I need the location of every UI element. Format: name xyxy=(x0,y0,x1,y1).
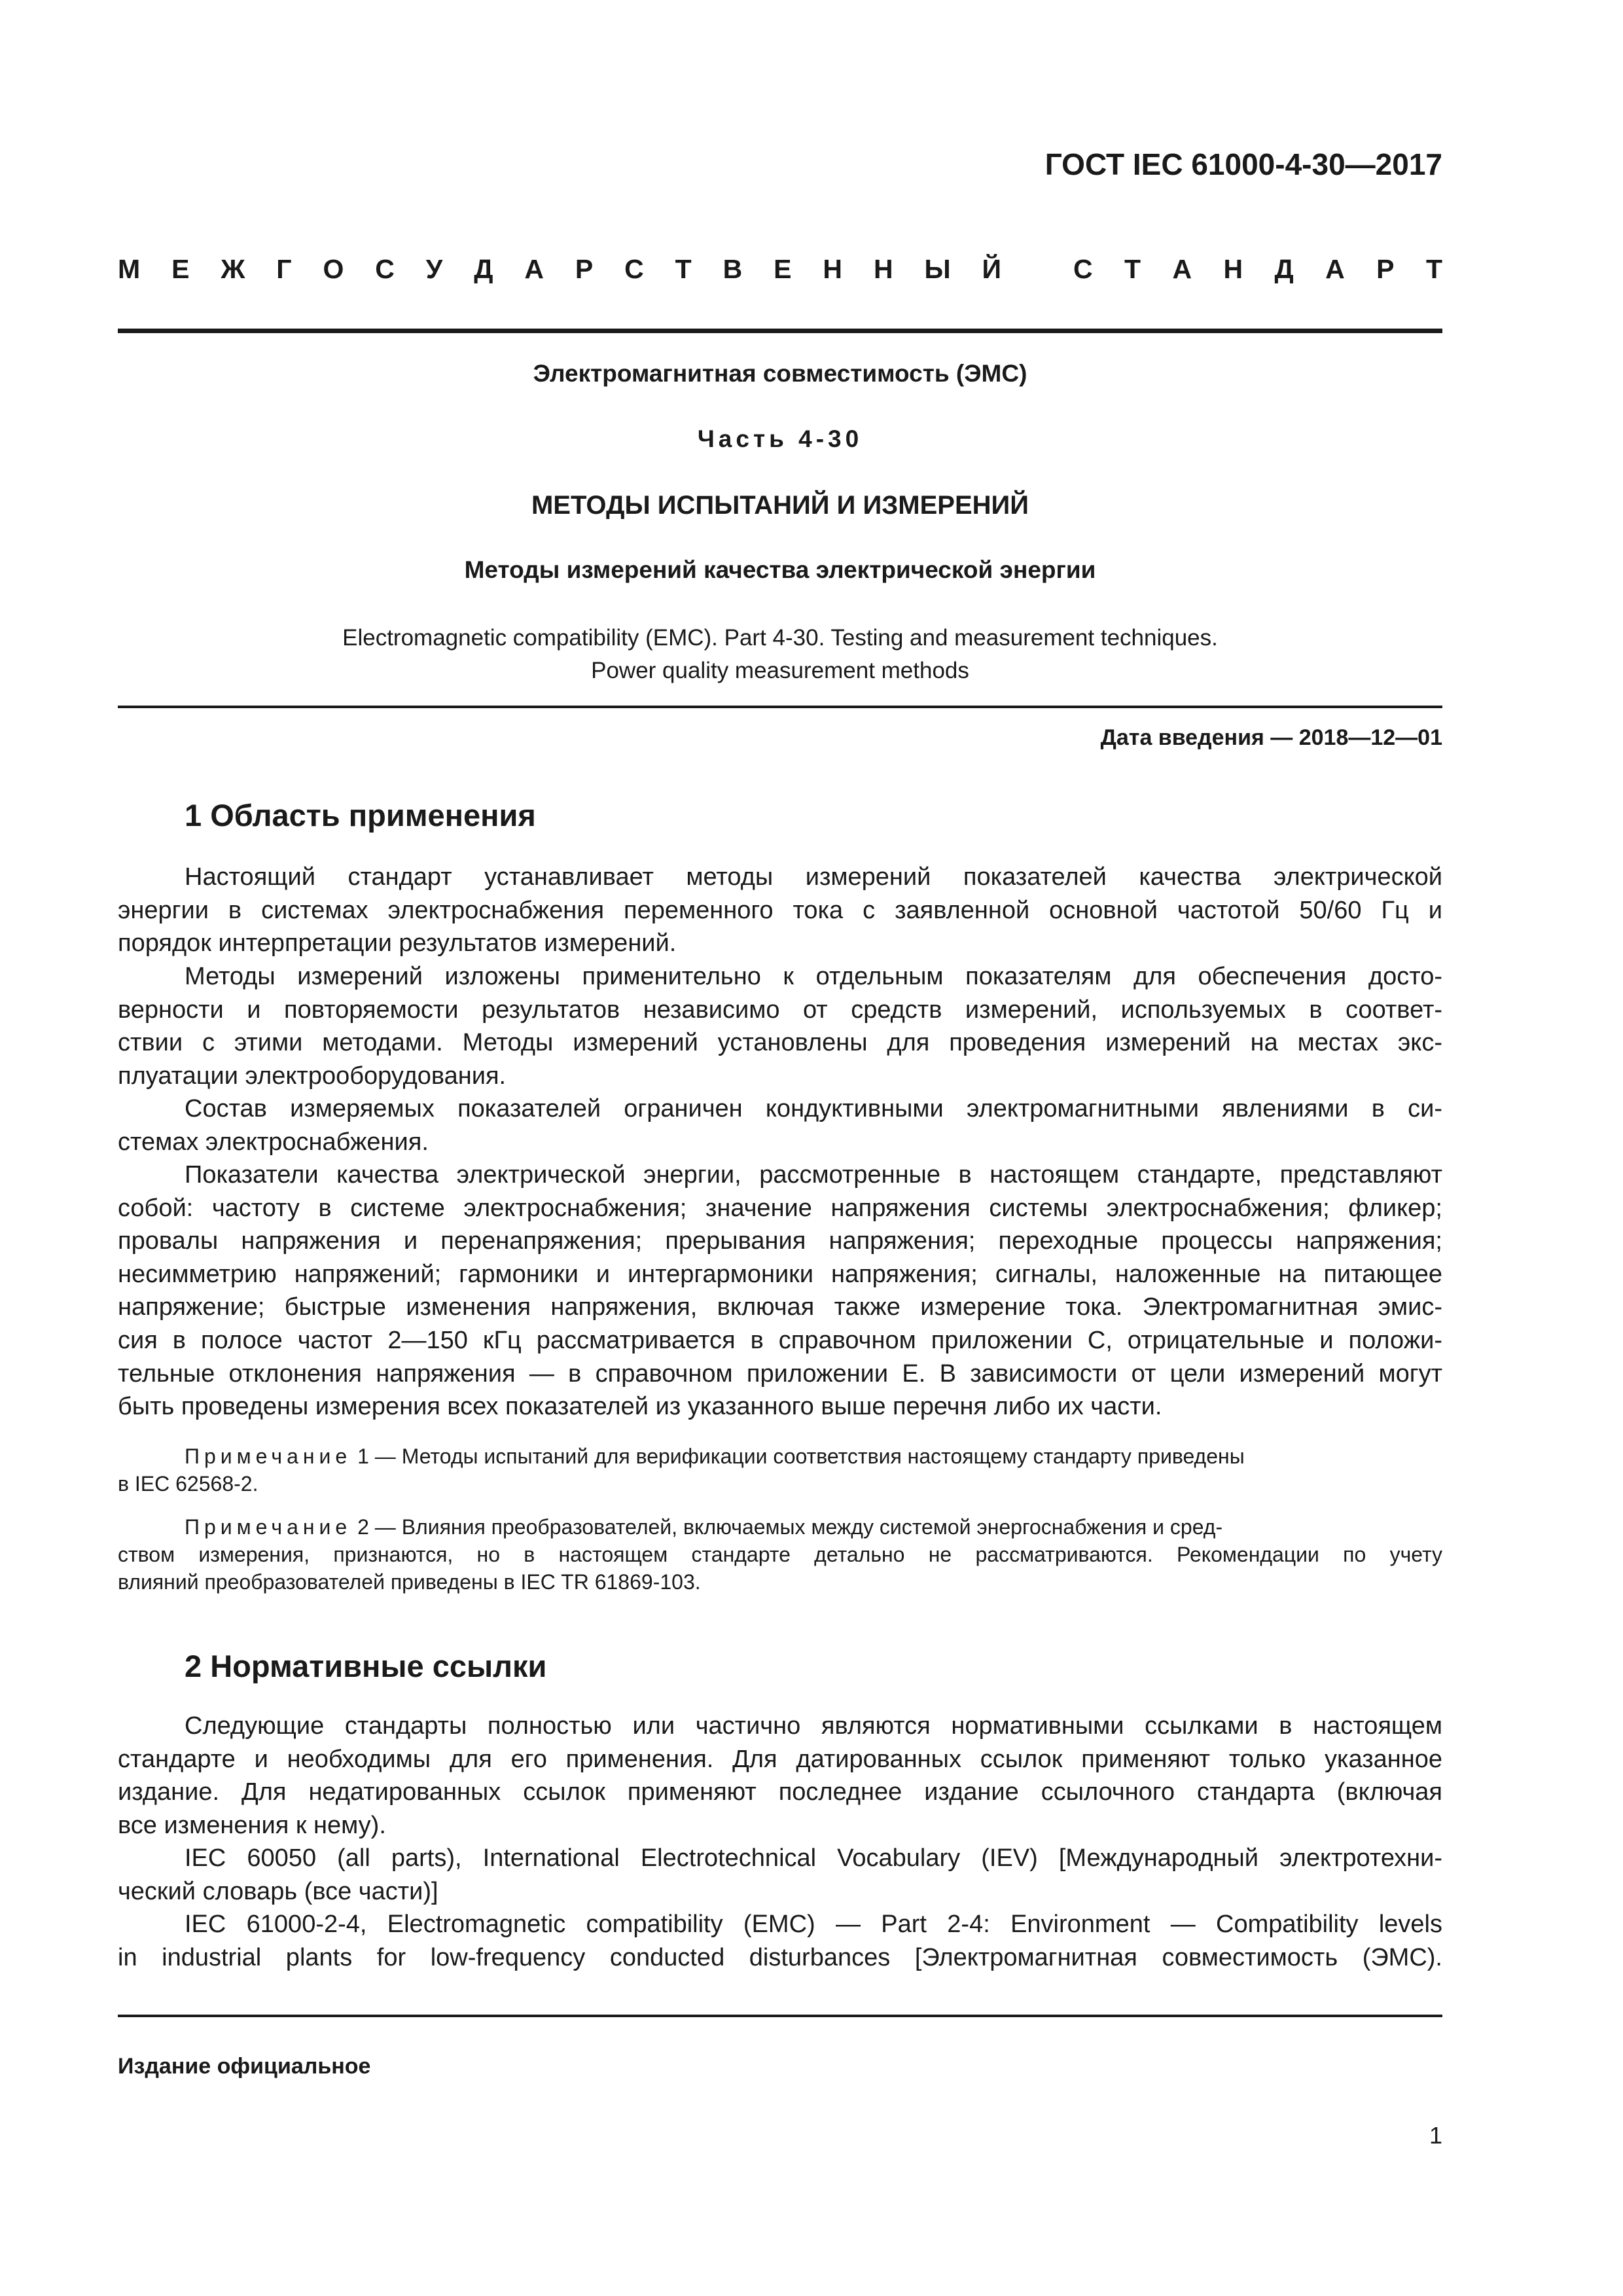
text-line: издание. Для недатированных ссылок применяют последнее издание ссылочного стандарта (включая xyxy=(118,1778,1442,1806)
note-2 xyxy=(118,1513,1442,1596)
footer-rule xyxy=(118,2015,1442,2017)
note-line xyxy=(118,1513,1442,1541)
standard-label: С Т А Н Д А Р Т xyxy=(1073,254,1442,284)
text-line: быть проведены измерения всех показателей из указанного выше перечня либо их части. xyxy=(118,1393,1162,1421)
title-part: Часть 4-30 xyxy=(697,425,863,452)
text-line: IEC 60050 (all parts), International Electrotechnical Vocabulary (IEV) [Международный электротехни- xyxy=(185,1844,1442,1872)
note-text: 1 — Методы испытаний для верификации соответствия настоящему стандарту приведены xyxy=(351,1444,1245,1468)
note-label: Примечание xyxy=(185,1444,352,1468)
note-line: в IEC 62568-2. xyxy=(118,1472,259,1496)
section-2-paragraph-3 xyxy=(118,1908,1442,1974)
text-line: плуатации электрооборудования. xyxy=(118,1062,507,1090)
text-line: Настоящий стандарт устанавливает методы измерений показателей качества электрической xyxy=(185,863,1442,891)
text-line: напряжение; быстрые изменения напряжения, включая также измерение тока. Электромагнитная эмис- xyxy=(118,1293,1442,1321)
text-line: тельные отклонения напряжения — в справочном приложении Е. В зависимости от цели измерений могут xyxy=(118,1359,1442,1388)
header-rule-thick xyxy=(118,329,1442,333)
section-1-paragraph-3 xyxy=(118,1092,1442,1158)
text-line: несимметрию напряжений; гармоники и интергармоники напряжения; сигналы, наложенные на питающее xyxy=(118,1260,1442,1288)
text-line: энергии в системах электроснабжения переменного тока с заявленной основной частотой 50/60 Гц и xyxy=(118,896,1442,924)
text-line: провалы напряжения и перенапряжения; прерывания напряжения; переходные процессы напряжения; xyxy=(118,1227,1442,1255)
introduction-date: Дата введения — 2018—12—01 xyxy=(1100,725,1442,750)
text-line: все изменения к нему). xyxy=(118,1811,386,1839)
note-line xyxy=(118,1443,1442,1470)
document-code: ГОСТ IEC 61000-4-30—2017 xyxy=(1044,147,1442,181)
page-number: 1 xyxy=(1429,2122,1442,2149)
section-2-paragraph-1 xyxy=(118,1710,1442,1842)
text-line: сия в полосе частот 2—150 кГц рассматривается в справочном приложении С, отрицательные и положи- xyxy=(118,1326,1442,1354)
text-line: стандарте и необходимы для его применения. Для датированных ссылок применяют только указанное xyxy=(118,1745,1442,1773)
section-1-heading: 1 Область применения xyxy=(185,798,536,833)
text-line: Методы измерений изложены применительно к отдельным показателям для обеспечения досто- xyxy=(185,963,1442,990)
text-line: Состав измеряемых показателей ограничен кондуктивными электромагнитными явлениями в си- xyxy=(185,1095,1442,1122)
note-1 xyxy=(118,1443,1442,1498)
text-line: ствии с этими методами. Методы измерений установлены для проведения измерений на местах экс- xyxy=(118,1029,1442,1057)
section-2-paragraph-2 xyxy=(118,1842,1442,1908)
note-line: влияний преобразователей приведены в IEC TR 61869-103. xyxy=(118,1570,701,1594)
text-line: собой: частоту в системе электроснабжения; значение напряжения системы электроснабжения; фликер; xyxy=(118,1194,1442,1222)
note-label: Примечание xyxy=(185,1515,352,1539)
text-line: in industrial plants for low-frequency conducted disturbances [Электромагнитная совместимость (ЭМС). xyxy=(118,1943,1442,1971)
title-english-line-2: Power quality measurement methods xyxy=(591,658,969,683)
text-line: порядок интерпретации результатов измерений. xyxy=(118,929,677,958)
title-english-line-1: Electromagnetic compatibility (EMC). Part 4-30. Testing and measurement techniques. xyxy=(342,625,1218,651)
interstate-label: М Е Ж Г О С У Д А Р С Т В Е Н Н Ы Й xyxy=(118,254,1001,284)
title-subtitle: Методы измерений качества электрической энергии xyxy=(464,556,1096,583)
text-line: IEC 61000-2-4, Electromagnetic compatibility (EMC) — Part 2-4: Environment — Compatibility levels xyxy=(185,1910,1442,1938)
official-edition-label: Издание официальное xyxy=(118,2054,371,2079)
section-1-paragraph-4 xyxy=(118,1158,1442,1424)
section-1-paragraph-2 xyxy=(118,960,1442,1092)
note-text: 2 — Влияния преобразователей, включаемых между системой энергоснабжения и сред- xyxy=(351,1515,1223,1539)
text-line: Следующие стандарты полностью или частично являются нормативными ссылками в настоящем xyxy=(185,1712,1442,1740)
title-methods: МЕТОДЫ ИСПЫТАНИЙ И ИЗМЕРЕНИЙ xyxy=(531,491,1029,520)
title-ems: Электромагнитная совместимость (ЭМС) xyxy=(533,360,1027,387)
text-line: стемах электроснабжения. xyxy=(118,1128,429,1156)
note-line: ством измерения, признаются, но в настоящем стандарте детально не рассматриваются. Рекомендации по учету xyxy=(118,1543,1442,1566)
text-line: Показатели качества электрической энергии, рассмотренные в настоящем стандарте, представляют xyxy=(185,1161,1442,1189)
text-line: верности и повторяемости результатов независимо от средств измерений, используемых в соответ- xyxy=(118,996,1442,1024)
text-line: ческий словарь (все части)] xyxy=(118,1877,438,1905)
section-2-heading: 2 Нормативные ссылки xyxy=(185,1649,547,1683)
section-1-paragraph-1 xyxy=(118,861,1442,960)
title-english xyxy=(118,622,1442,687)
title-rule xyxy=(118,706,1442,708)
